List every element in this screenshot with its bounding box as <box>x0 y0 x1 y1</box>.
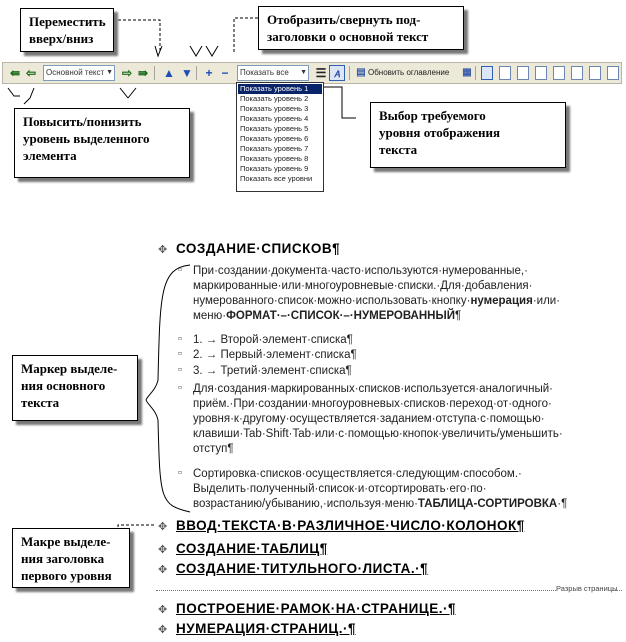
text-line: приём.·При·создании·многоуровневых·списков·переход·от·одного· <box>193 398 552 410</box>
show-formatting-icon[interactable]: 𝐴 <box>329 65 345 81</box>
callout-text: Повысить/понизить <box>23 114 142 129</box>
text-run: ¶ <box>455 310 462 322</box>
text-line: Сортировка·списков·осуществляется·следующим·способом.· <box>193 468 522 480</box>
move-down-icon[interactable]: ▼ <box>181 66 193 80</box>
body-text-marker-icon: ▫ <box>178 333 183 345</box>
dropdown-item[interactable]: Показать уровень 6 <box>240 134 309 143</box>
move-up-icon[interactable]: ▲ <box>163 66 175 80</box>
text-run-bold: нумерация <box>470 295 533 307</box>
update-toc-button[interactable]: Обновить оглавление <box>368 68 450 77</box>
promote-to-heading1-icon[interactable]: ⇚ <box>9 66 21 80</box>
list-item[interactable]: 2. → Первый·элемент·списка¶ <box>193 349 357 361</box>
heading-level1[interactable]: СОЗДАНИЕ·СПИСКОВ¶ <box>176 241 341 256</box>
text-line: При·создании·документа·часто·используются·нумерованные,· <box>193 265 528 277</box>
text-line <box>193 294 560 309</box>
chevron-down-icon: ▼ <box>106 69 113 76</box>
dropdown-item[interactable]: Показать уровень 7 <box>240 144 309 153</box>
text-line: клавиши·Tab·Shift·Tab·или·с·помощью·кнопок·увеличить/уменьшить· <box>193 428 563 440</box>
expand-icon[interactable]: + <box>205 66 213 80</box>
text-line: уровня·к·другому·осуществляется·заданием·отступа·с·помощью· <box>193 413 545 425</box>
body-paragraph[interactable] <box>193 382 563 457</box>
heading-marker-icon: ✥ <box>158 544 168 556</box>
page-break-line <box>156 590 556 591</box>
callout-move-up-down <box>20 8 114 52</box>
chevron-down-icon: ▼ <box>300 69 307 76</box>
callout-show-hide-subheadings <box>258 6 464 50</box>
callout-body-text-marker <box>12 355 138 421</box>
callout-text: Переместить <box>29 14 106 29</box>
dropdown-item[interactable]: Показать уровень 4 <box>240 114 309 123</box>
callout-text: уровня отображения <box>379 125 501 140</box>
demote-icon[interactable]: ⇨ <box>121 66 133 80</box>
callout-text: текста <box>21 395 60 410</box>
text-line <box>193 309 560 324</box>
text-run: нумерованного·список·можно·использовать·кнопку· <box>193 295 471 307</box>
body-paragraph[interactable] <box>193 264 560 324</box>
callout-text: Отобразить/свернуть под- <box>267 12 421 27</box>
page-break-line <box>612 590 622 591</box>
demote-to-body-icon[interactable]: ⇛ <box>137 66 149 80</box>
text-run: ·или· <box>532 295 561 307</box>
dropdown-item[interactable]: Показать уровень 8 <box>240 154 309 163</box>
body-text-marker-icon: ▫ <box>178 264 183 276</box>
callout-text: Маркер выделе- <box>21 361 118 376</box>
list-item[interactable]: 3. → Третий·элемент·списка¶ <box>193 365 352 377</box>
callout-choose-level <box>370 102 566 168</box>
text-run-bold: ФОРМАТ·–·СПИСОК·–·НУМЕРОВАННЫЙ <box>226 310 455 322</box>
heading-marker-icon: ✥ <box>158 521 168 533</box>
callout-text: Макре выделе- <box>21 534 111 549</box>
callout-heading-marker <box>12 528 130 588</box>
dropdown-item[interactable]: Показать уровень 9 <box>240 164 309 173</box>
callout-promote-demote <box>14 108 190 178</box>
dropdown-item[interactable]: Показать уровень 2 <box>240 94 309 103</box>
heading-level1[interactable]: СОЗДАНИЕ·ТИТУЛЬНОГО·ЛИСТА.·¶ <box>176 561 429 576</box>
update-toc-icon[interactable]: ▤ <box>356 67 366 78</box>
promote-icon[interactable]: ⇦ <box>25 66 37 80</box>
dropdown-item[interactable]: Показать уровень 1 <box>238 84 322 94</box>
dropdown-item[interactable]: Показать уровень 5 <box>240 124 309 133</box>
list-item[interactable]: 1. → Второй·элемент·списка¶ <box>193 334 353 346</box>
text-run: меню· <box>193 310 227 322</box>
heading-level1[interactable]: ПОСТРОЕНИЕ·РАМОК·НА·СТРАНИЦЕ.·¶ <box>176 601 456 616</box>
outline-level-value: Основной текст <box>46 68 105 77</box>
callout-text: первого уровня <box>21 568 112 583</box>
text-run: ·¶ <box>557 498 568 510</box>
callout-text: текста <box>379 142 418 157</box>
text-line: маркированные·или·многоуровневые·списки.·Для·добавления· <box>193 280 533 292</box>
body-text-marker-icon: ▫ <box>178 364 183 376</box>
heading-marker-icon: ✥ <box>158 624 168 636</box>
callout-text: уровень выделенного <box>23 131 150 146</box>
text-line <box>193 497 567 512</box>
callout-text: вверх/вниз <box>29 31 94 46</box>
text-line: отступ¶ <box>193 443 234 455</box>
dropdown-item[interactable]: Показать уровень 3 <box>240 104 309 113</box>
callout-text: элемента <box>23 148 77 163</box>
heading-level1[interactable]: НУМЕРАЦИЯ·СТРАНИЦ.·¶ <box>176 621 357 636</box>
callout-text: Выбор требуемого <box>379 108 486 123</box>
heading-marker-icon: ✥ <box>158 564 168 576</box>
go-to-toc-icon[interactable]: ▦ <box>462 67 472 78</box>
collapse-icon[interactable]: − <box>221 66 229 80</box>
callout-text: заголовки о основной текст <box>267 29 429 44</box>
callout-text: ния основного <box>21 378 106 393</box>
text-run: возрастанию/убыванию,·используя·меню· <box>193 498 418 510</box>
dropdown-item[interactable]: Показать все уровни <box>240 174 313 183</box>
show-level-value: Показать все <box>240 68 289 77</box>
body-text-marker-icon: ▫ <box>178 467 183 479</box>
first-line-only-icon[interactable]: ☰ <box>315 66 327 80</box>
heading-marker-icon: ✥ <box>158 244 168 256</box>
heading-marker-icon: ✥ <box>158 604 168 616</box>
body-text-marker-icon: ▫ <box>178 382 183 394</box>
text-line: Выделить·полученный·список·и·отсортировать·его·по· <box>193 483 487 495</box>
body-paragraph[interactable] <box>193 467 567 512</box>
text-run-bold: ТАБЛИЦА-СОРТИРОВКА <box>417 498 558 510</box>
body-text-marker-icon: ▫ <box>178 348 183 360</box>
heading-level1[interactable]: СОЗДАНИЕ·ТАБЛИЦ¶ <box>176 541 328 556</box>
callout-text: ния заголовка <box>21 551 105 566</box>
text-line: Для·создания·маркированных·списков·используется·аналогичный· <box>193 383 553 395</box>
heading-level1[interactable]: ВВОД·ТЕКСТА·В·РАЗЛИЧНОЕ·ЧИСЛО·КОЛОНОК¶ <box>176 518 525 533</box>
page-break-label: Разрыв страницы <box>556 584 618 593</box>
